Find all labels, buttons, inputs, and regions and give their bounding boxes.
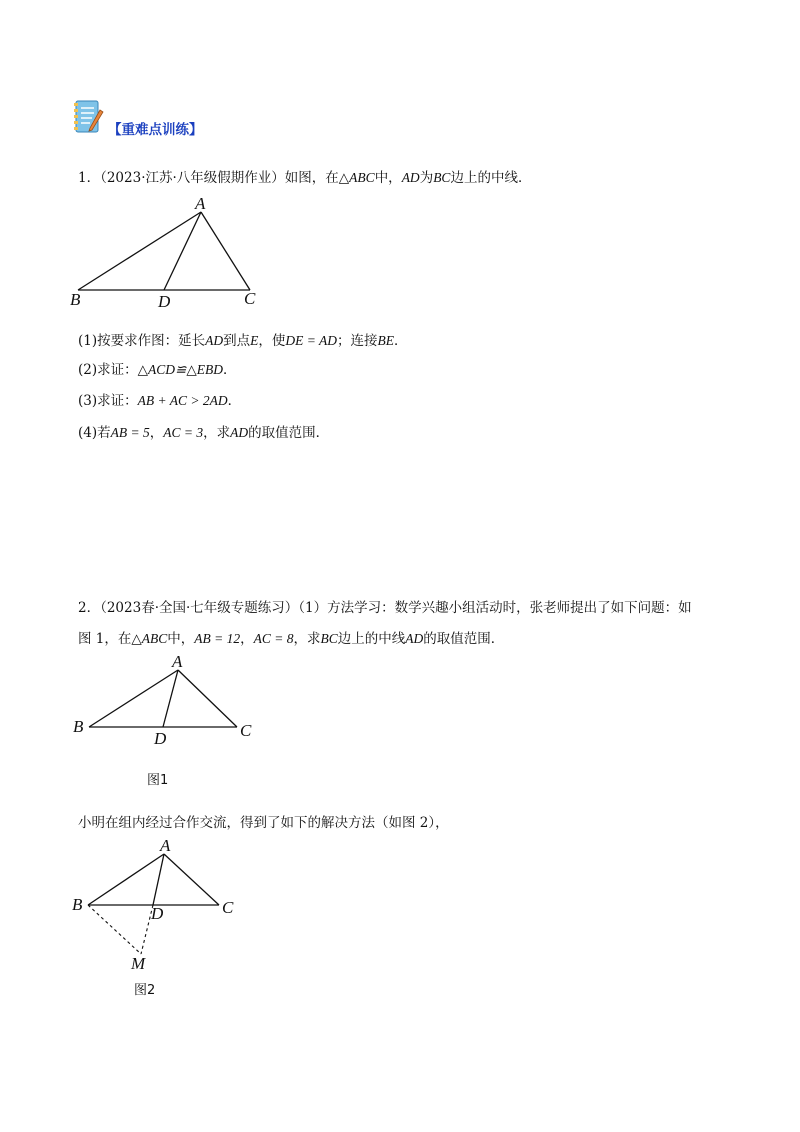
q2-xiaoming-text: 小明在组内经过合作交流，得到了如下的解决方法（如图 2）， [78, 815, 449, 831]
q1-bc: BC [433, 170, 451, 185]
q2f2-median-ad [153, 854, 164, 905]
q1-label-a: A [195, 194, 206, 213]
q1-part-4: (4)若AB = 5，AC = 3，求AD的取值范围． [78, 425, 330, 441]
q2f2-label-a: A [160, 836, 171, 855]
q1-part-3: (3)求证：AB + AC > 2AD． [78, 393, 242, 409]
q2f1-label-a: A [172, 652, 183, 671]
q1-stem-d: 边上的中线． [450, 170, 532, 186]
q2f1-label-d: D [154, 729, 167, 748]
q2f1-label-b: B [73, 717, 84, 736]
q1-source: （2023·江苏·八年级假期作业） [100, 170, 285, 186]
q2f2-label-m: M [131, 954, 146, 973]
q2-figure-1-caption: 图1 [147, 773, 169, 788]
q1-number: 1． [78, 170, 101, 186]
q2f2-side-ab [88, 854, 164, 905]
q1-ad: AD [401, 170, 420, 185]
q2f2-label-c: C [222, 898, 234, 917]
q1-stem-b: 中， [374, 170, 402, 186]
q2-figure-2-caption: 图2 [134, 983, 156, 998]
q2f2-side-ac [164, 854, 219, 905]
q1-part-1: (1)按要求作图：延长AD到点E，使DE = AD；连接BE． [78, 333, 408, 349]
q1-label-c: C [244, 289, 256, 308]
q1-label-b: B [70, 290, 81, 309]
q1-stem-a: 如图，在 [284, 170, 339, 186]
q2f1-label-c: C [240, 721, 252, 740]
q2-line-1: 2．（2023春·全国·七年级专题练习）（1）方法学习：数学兴趣小组活动时，张老师提出了如下问题：如 [78, 600, 692, 616]
q2f2-segment-bm [88, 905, 141, 954]
section-title: 【重难点训练】 [108, 122, 203, 138]
q2f2-label-d: D [151, 904, 164, 923]
q1-label-d: D [158, 292, 171, 311]
q2-line-2: 图 1，在△ABC中，AB = 12，AC = 8，求BC边上的中线AD的取值范围． [78, 631, 505, 647]
q1-part-2: (2)求证：△ACD≌△EBD． [78, 362, 237, 378]
q1-tri: △ABC [338, 170, 375, 185]
q2f2-label-b: B [72, 895, 83, 914]
q1-stem-c: 为 [419, 170, 434, 186]
